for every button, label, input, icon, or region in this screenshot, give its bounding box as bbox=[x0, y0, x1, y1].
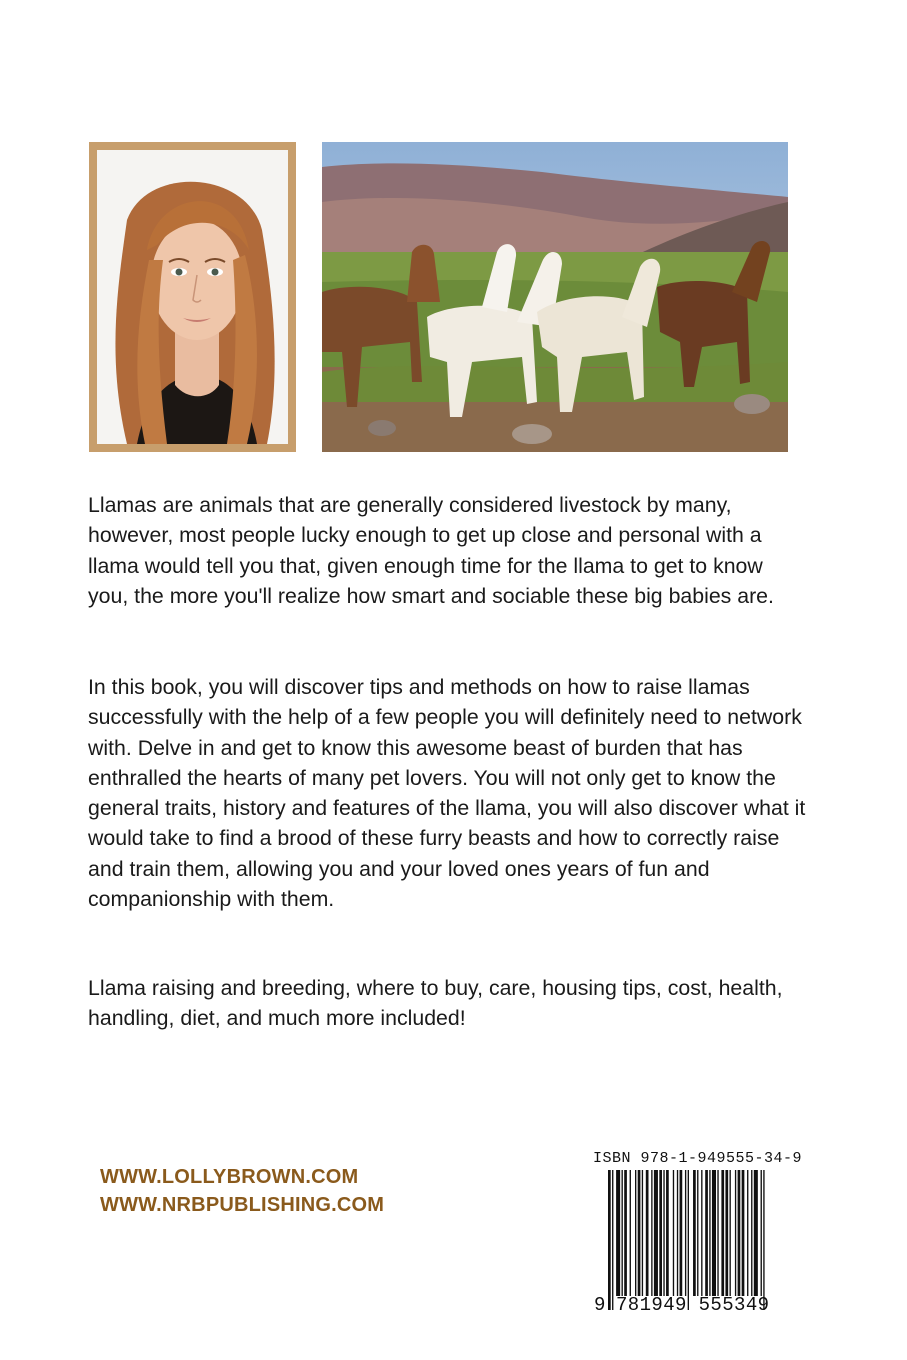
blurb-paragraph-1: Llamas are animals that are generally considered livestock by many, however, most people lucky enough to get up close and personal with a llama would tell you that, given enough time for the llama to get to know you, the more you'll realize how smart and sociable these big babies are. bbox=[88, 493, 774, 608]
author-photo-frame bbox=[89, 142, 296, 452]
barcode-digits-rest: 781949 555349 bbox=[616, 1294, 770, 1316]
publisher-website[interactable]: WWW.NRBPUBLISHING.COM bbox=[100, 1194, 385, 1216]
blurb-paragraph-3: Llama raising and breeding, where to buy, care, housing tips, cost, health, handling, diet, and much more included! bbox=[88, 976, 783, 1031]
author-website[interactable]: WWW.LOLLYBROWN.COM bbox=[100, 1166, 359, 1188]
llama-herd-photo bbox=[322, 142, 788, 452]
barcode-digit-first: 9 bbox=[594, 1294, 606, 1316]
isbn-label: ISBN 978-1-949555-34-9 bbox=[593, 1150, 803, 1167]
author-photo bbox=[97, 150, 288, 444]
blurb-paragraph-2: In this book, you will discover tips and methods on how to raise llamas successfully with the help of a few people you will definitely need to network with. Delve in and get to know this awesome beast of burden that has enthralled the hearts of many pet lovers. You will not only get to know the general traits, history and features of the llama, you will also discover what it would take to find a brood of these furry beasts and how to correctly raise and train them, allowing you and your loved ones years of fun and companionship with them. bbox=[88, 675, 806, 912]
